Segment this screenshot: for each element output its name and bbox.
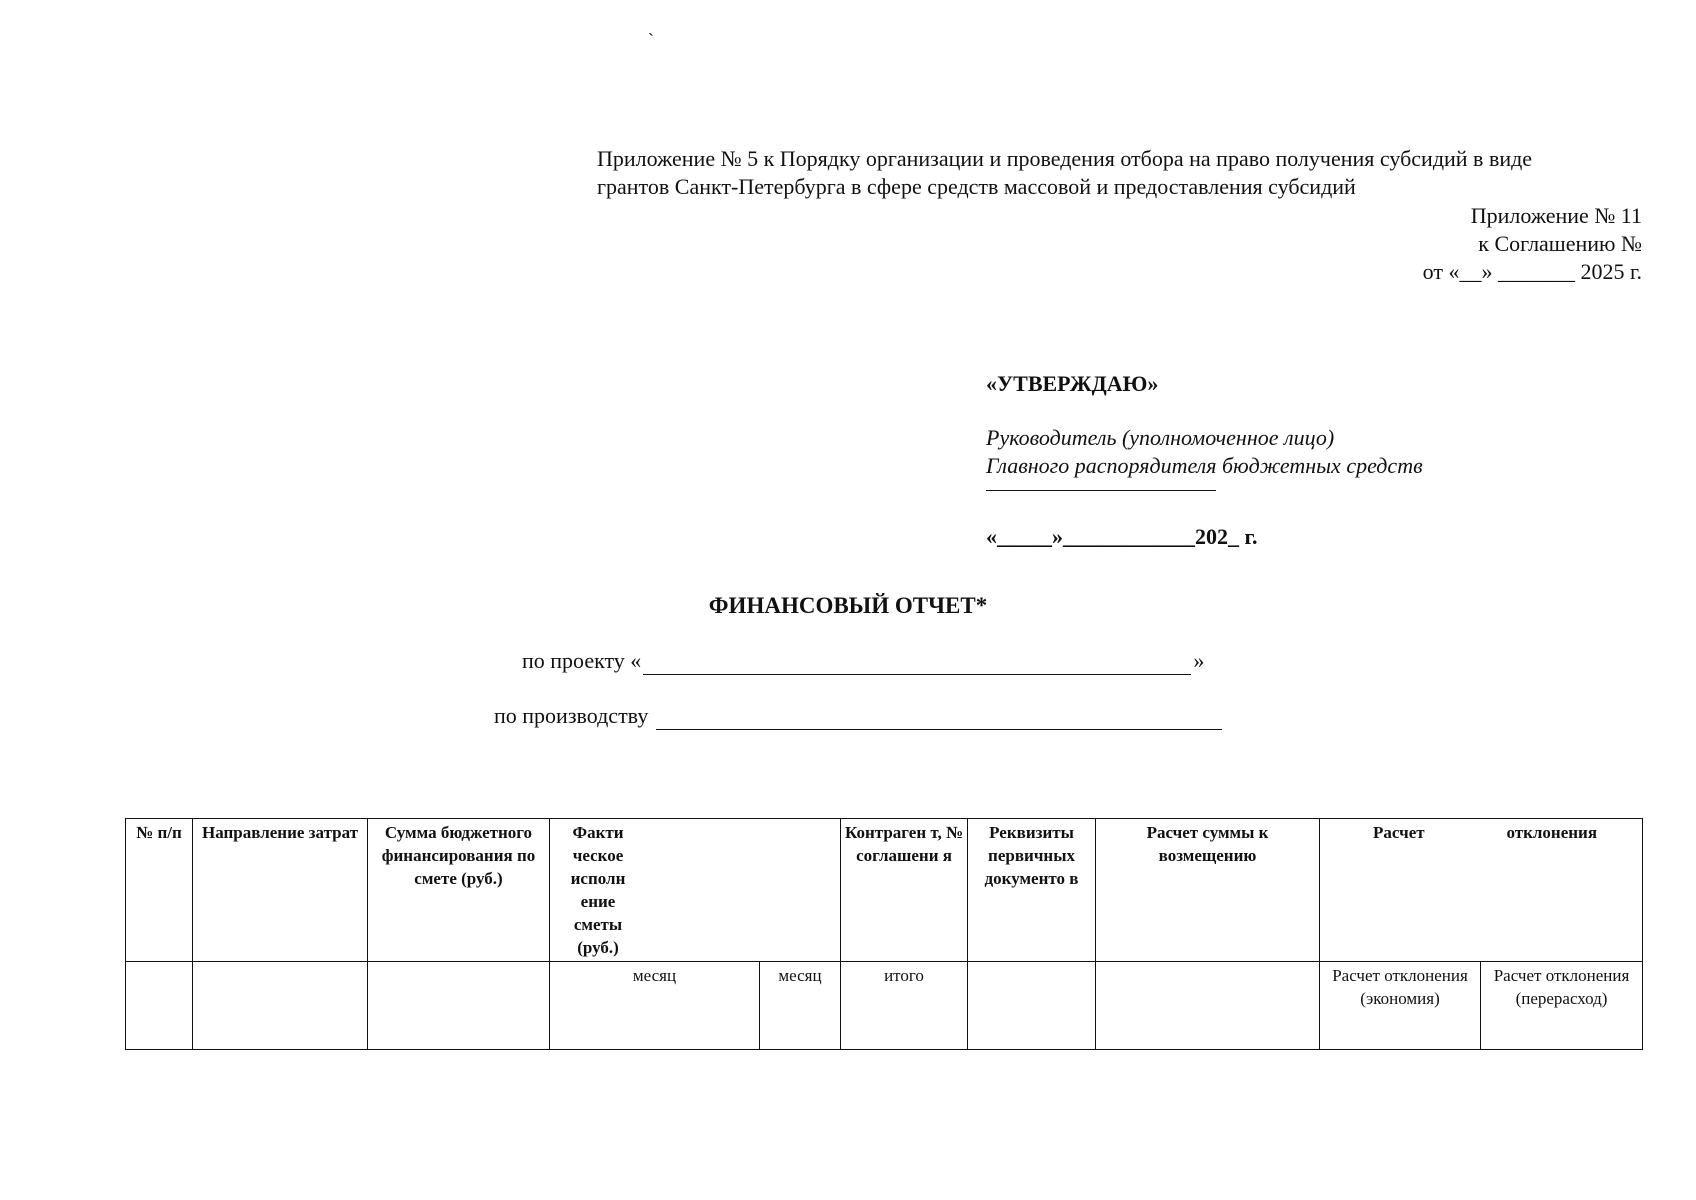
appendix-reference	[597, 145, 1647, 201]
subheader-overspend: Расчет отклонения (перерасход)	[1481, 962, 1643, 1050]
header-deviation-text	[1323, 821, 1639, 844]
header-fact-text: Факти ческое исполн ение сметы (руб.)	[570, 823, 626, 957]
project-line	[522, 647, 1204, 675]
project-prefix: по проекту «	[522, 648, 642, 673]
header-num: № п/п	[126, 819, 193, 962]
cell-counterparty[interactable]	[968, 962, 1096, 1050]
appendix-line-1: Приложение № 5 к Порядку организации и проведения отбора на право получения субсидий в виде	[597, 146, 1533, 171]
table-header-row	[126, 819, 1643, 962]
project-name-field[interactable]	[643, 652, 1191, 675]
header-calc-sum-text: Расчет суммы к возмещению	[1146, 823, 1269, 865]
report-title: ФИНАНСОВЫЙ ОТЧЕТ*	[708, 593, 988, 618]
header-deviation	[1320, 819, 1643, 962]
subheader-month-1: месяц	[550, 962, 760, 1050]
subheader-economy: Расчет отклонения (экономия)	[1320, 962, 1481, 1050]
cell-budget-sum[interactable]	[368, 962, 550, 1050]
production-label: по производству	[494, 703, 649, 728]
agreement-appendix	[1423, 202, 1642, 286]
header-deviation-right: отклонения	[1506, 823, 1598, 842]
signature-line[interactable]	[986, 490, 1216, 491]
approval-role-line-2: Главного распорядителя бюджетных средств	[986, 453, 1423, 478]
header-budget-sum: Сумма бюджетного финансирования по смете (руб.)	[368, 819, 550, 962]
header-calc-sum	[1096, 819, 1320, 962]
agreement-appendix-number: Приложение № 11	[1470, 203, 1642, 228]
header-counterparty: Контраген т, № соглашени я	[841, 819, 968, 962]
appendix-line-2: грантов Санкт-Петербурга в сфере средств массовой и предоставления субсидий	[597, 174, 1356, 199]
header-requisites: Реквизиты первичных документо в	[968, 819, 1096, 962]
subheader-total: итого	[841, 962, 968, 1050]
agreement-date: от «__» _______ 2025 г.	[1422, 259, 1642, 284]
cell-requisites[interactable]	[1096, 962, 1320, 1050]
production-line	[494, 702, 1222, 730]
header-deviation-left: Расчет	[1373, 823, 1425, 842]
subheader-month-2: месяц	[760, 962, 841, 1050]
approval-role-line-1: Руководитель (уполномоченное лицо)	[986, 425, 1335, 450]
production-field[interactable]	[656, 707, 1222, 730]
cell-direction[interactable]	[193, 962, 368, 1050]
header-fact	[550, 819, 841, 962]
header-direction: Направление затрат	[193, 819, 368, 962]
financial-report-table	[125, 818, 1643, 1050]
project-suffix: »	[1193, 648, 1205, 673]
stray-mark: `	[648, 30, 654, 50]
approval-title: «УТВЕРЖДАЮ»	[986, 371, 1159, 396]
agreement-number: к Соглашению №	[1478, 231, 1642, 256]
cell-num[interactable]	[126, 962, 193, 1050]
approval-role	[986, 424, 1606, 480]
approval-block	[986, 370, 1606, 551]
approval-date[interactable]: «_____»____________202_ г.	[986, 524, 1258, 549]
table-subheader-row	[126, 962, 1643, 1050]
